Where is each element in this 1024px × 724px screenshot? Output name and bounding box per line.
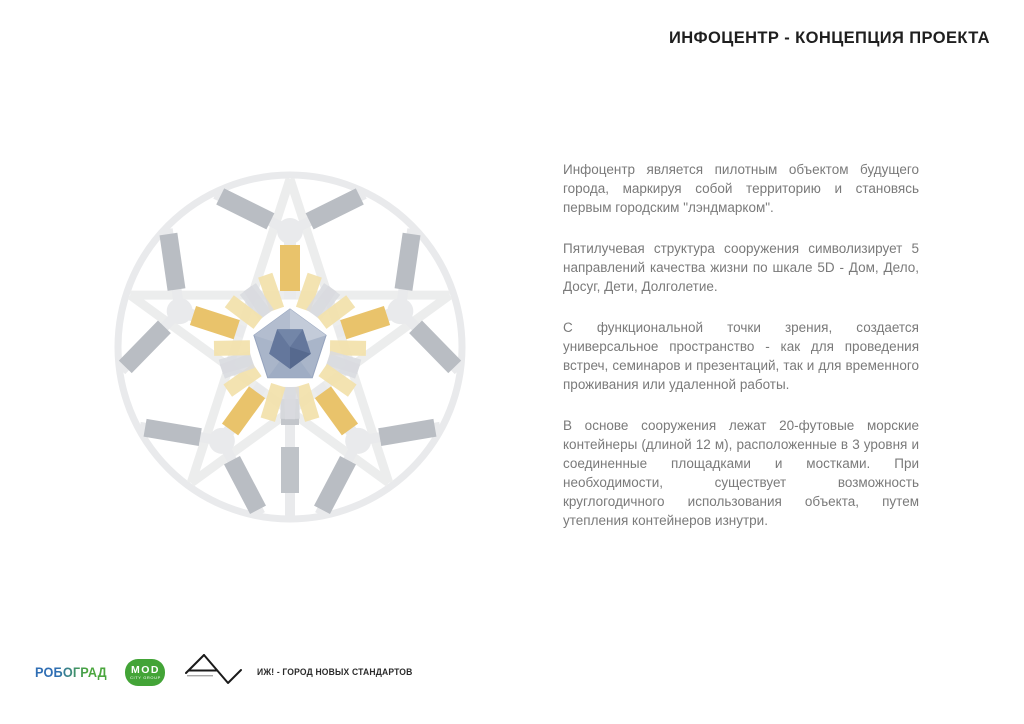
paragraph-function: С функциональной точки зрения, создается универсальное пространство - как для проведения встреч, семинаров и презентаций, так и для временного проживания или удаленной работы. <box>563 320 919 392</box>
site-plan-diagram <box>110 167 470 527</box>
mod-city-group-logo <box>125 659 165 686</box>
page-title: ИНФОЦЕНТР - КОНЦЕПЦИЯ ПРОЕКТА <box>668 29 990 47</box>
mod-logo-subtext: CITY GROUP <box>130 674 161 680</box>
izh-mountain-logo-icon <box>185 653 243 692</box>
plan-center-pentagon <box>254 309 326 378</box>
pentagon-plan-graphic <box>110 167 470 527</box>
concept-text-block <box>563 160 919 552</box>
robograd-logo: РОБОГРАД <box>35 664 107 680</box>
paragraph-5d: Пятилучевая структура сооружения символизирует 5 направлений качества жизни по шкале 5D - Дом, Дело, Досуг, Дети, Долголетие. <box>563 241 919 294</box>
paragraph-landmark: Инфоцентр является пилотным объектом будущего города, маркируя собой территорию и становясь первым городским "лэндмарком". <box>563 162 919 215</box>
mod-logo-text: MOD <box>130 663 160 676</box>
footer-logo-strip <box>35 650 430 694</box>
paragraph-containers: В основе сооружения лежат 20-футовые морские контейнеры (длиной 12 м), расположенные в 3 уровня и соединенные площадками и мостками. При необходимости, существует возможность круглогодичного использования объекта, путем утепления контейнеров изнутри. <box>563 418 919 528</box>
izh-slogan-text: ИЖ! - ГОРОД НОВЫХ СТАНДАРТОВ <box>257 666 413 678</box>
